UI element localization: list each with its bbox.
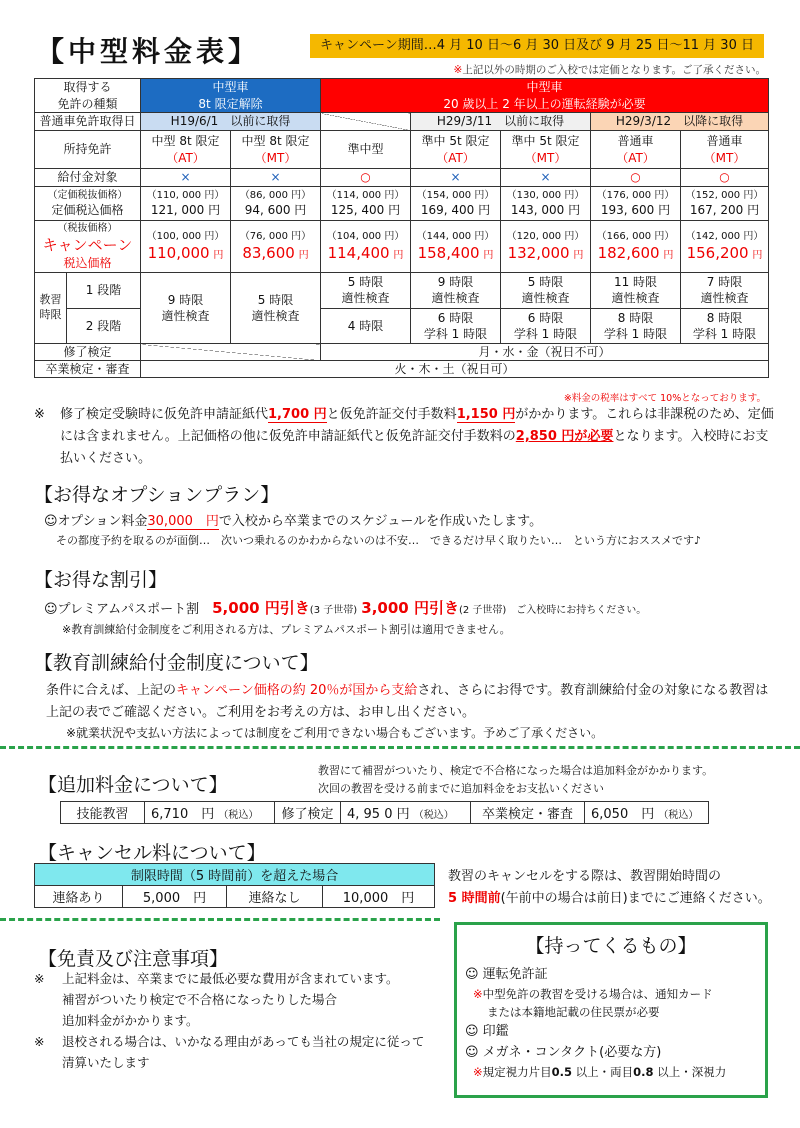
section-divider [0,746,800,749]
tax-rate-note: ※料金の税率はすべて 10%となっております。 [563,393,766,404]
license-type-red: 中型車 20 歳以上 2 年以上の運転経験が必要 [321,79,769,113]
campaign-note: ※上記以外の時期のご入校では定価となります。ご了承ください。 [453,64,766,76]
disclaimer-heading: 【免責及び注意事項】 [38,948,229,970]
bring-item-glasses: ☺ メガネ・コンタクト(必要な方) [465,1045,662,1060]
cancel-fee-header: 制限時間（5 時間前）を超えた場合 [35,864,435,886]
discount-note: ※教育訓練給付金制度をご利用される方は、プレミアムパスポート割引は適用できません。 [62,623,511,636]
items-to-bring-box [454,922,768,1098]
campaign-price-label: （税抜価格） キャンペーン 税込価格 [35,221,141,273]
completion-exam-label: 修了検定 [35,344,141,361]
option-plan-subtext: その都度予約を取るのが面倒… 次いつ乗れるのかわからないのは不安… できるだけ早く取りたい… という方におススメです♪ [56,534,702,547]
benefit-mark: × [141,169,231,187]
bring-item-license: ☺ 運転免許証 [465,967,548,982]
held-license-cell: 準中 5t 限定 （AT） [411,131,501,169]
fee-label: 修了検定 [275,802,341,824]
benefit-mark: ○ [681,169,769,187]
fee-table [34,78,769,378]
license-date-h19: H19/6/1 以前に取得 [141,113,321,131]
held-license-label: 所持免許 [35,131,141,169]
lesson-hours-label: 教習 時限 1 段階 2 段階 [35,273,141,344]
held-license-cell: 準中型 [321,131,411,169]
campaign-price-cell: （76, 000 円） 83,600 円 [231,221,321,273]
additional-fee-heading: 【追加料金について】 [38,774,228,796]
cancel-fee-table [34,863,435,908]
held-license-cell: 中型 8t 限定 （MT） [231,131,321,169]
graduation-exam-days: 火・木・土（祝日可） [141,361,769,378]
discount-text: ☺プレミアムパスポート割 5,000 円引き(3 子世帯) 3,000 円引き(2 子世帯) ご入校時にお持ちください。 [44,599,647,617]
items-to-bring-heading: 【持ってくるもの】 [525,935,697,957]
license-date-h29-before: H29/3/11 以前に取得 [411,113,591,131]
benefit-mark: ○ [321,169,411,187]
lesson-hours-stage2: 6 時限 学科 1 時限 [411,308,501,344]
license-date-label: 普通車免許取得日 [35,113,141,131]
license-type-blue: 中型車 8t 限定解除 [141,79,321,113]
lesson-hours-stage1: 11 時限 適性検査 [591,273,681,309]
list-price-label: （定価税抜価格） 定価税込価格 [35,187,141,221]
campaign-price-cell: （104, 000 円） 114,400 円 [321,221,411,273]
list-price-cell: （130, 000 円） 143, 000 円 [501,187,591,221]
education-benefit-note: ※就業状況や支払い方法によっては制度をご利用できない場合もございます。予めご了承ください。 [66,726,604,740]
benefit-target-label: 給付金対象 [35,169,141,187]
campaign-period-banner: キャンペーン期間…4 月 10 日～6 月 30 日及び 9 月 25 日～11 月 30 日 [310,34,764,58]
fee-value: 4, 95 0 円 （税込） [341,802,471,824]
lesson-hours-merged: 5 時限 適性検査 [231,273,321,344]
bring-item-vision-note: ※規定視力片目0.5 以上・両目0.8 以上・深視力 [473,1065,727,1079]
additional-fee-table [60,801,709,824]
diagonal-cell [141,344,321,361]
fee-value: 6,050 円 （税込） [585,802,709,824]
cancel-without-contact-value: 10,000 円 [323,886,435,908]
lesson-hours-stage1: 7 時限 適性検査 [681,273,769,309]
list-price-cell: （114, 000 円） 125, 400 円 [321,187,411,221]
benefit-mark: × [501,169,591,187]
cancel-with-contact-label: 連絡あり [35,886,123,908]
campaign-price-cell: （100, 000 円） 110,000 円 [141,221,231,273]
license-date-h29-after: H29/3/12 以降に取得 [591,113,769,131]
education-benefit-text: 条件に合えば、上記のキャンペーン価格の約 20％が国から支給され、さらにお得です。教育訓練給付金の対象になる教習は上記の表でご確認ください。ご利用をお考えの方は、お申し出ください。 [46,683,769,720]
discount-heading: 【お得な割引】 [34,569,168,591]
campaign-price-cell: （144, 000 円） 158,400 円 [411,221,501,273]
held-license-cell: 中型 8t 限定 （AT） [141,131,231,169]
completion-exam-days: 月・水・金（祝日不可） [321,344,769,361]
fee-value: 6,710 円 （税込） [145,802,275,824]
list-price-cell: （152, 000 円） 167, 200 円 [681,187,769,221]
lesson-hours-stage2: 4 時限 [321,308,411,344]
campaign-price-cell: （120, 000 円） 132,000 円 [501,221,591,273]
list-price-cell: （154, 000 円） 169, 400 円 [411,187,501,221]
option-plan-heading: 【お得なオプションプラン】 [34,484,280,506]
cancel-note: 教習のキャンセルをする際は、教習開始時間の 5 時間前(午前中の場合は前日)までにご連絡ください。 [448,869,771,906]
bring-item-seal: ☺ 印鑑 [465,1024,509,1039]
fee-label: 卒業検定・審査 [471,802,585,824]
list-price-cell: （86, 000 円） 94, 600 円 [231,187,321,221]
additional-fee-note: 教習にて補習がついたり、検定で不合格になった場合は追加料金がかかります。 次回の教習を受ける前までに追加料金をお支払いください [318,764,714,795]
lesson-hours-stage2: 8 時限 学科 1 時限 [591,308,681,344]
lesson-hours-stage1: 5 時限 適性検査 [321,273,411,309]
lesson-hours-merged: 9 時限 適性検査 [141,273,231,344]
held-license-cell: 普通車 （MT） [681,131,769,169]
campaign-price-cell: （142, 000 円） 156,200 円 [681,221,769,273]
benefit-mark: ○ [591,169,681,187]
bring-item-license-note: ※中型免許の教習を受ける場合は、通知カード または本籍地記載の住民票が必要 [473,987,713,1019]
benefit-mark: × [411,169,501,187]
lesson-hours-stage1: 5 時限 適性検査 [501,273,591,309]
exam-fee-notes: ※ 修了検定受験時に仮免許申請証紙代1,700 円と仮免許証交付手数料1,150 円がかかります。これらは非課税のため、定価には含まれません。上記価格の他に仮免許申請証紙代と仮免許証交付手数料の2,850 円が必要となります。入校時にお支払いください。 [34,407,774,466]
graduation-exam-label: 卒業検定・審査 [35,361,141,378]
list-price-cell: （176, 000 円） 193, 600 円 [591,187,681,221]
disclaimer-text: ※ 上記料金は、卒業までに最低必要な費用が含まれています。 補習がついたり検定で不合格になったりした場合 追加料金がかかります。 ※ 退校される場合は、いかなる理由があっても当社の規定に従って 清算いたします [34,971,425,1070]
cancel-fee-heading: 【キャンセル料について】 [38,842,266,864]
diagonal-cell [321,113,411,131]
cancel-without-contact-label: 連絡なし [227,886,323,908]
education-benefit-heading: 【教育訓練給付金制度について】 [34,652,319,674]
section-divider [0,918,440,921]
list-price-cell: （110, 000 円） 121, 000 円 [141,187,231,221]
lesson-hours-stage2: 8 時限 学科 1 時限 [681,308,769,344]
page-title: 【中型料金表】 [36,35,261,68]
fee-label: 技能教習 [61,802,145,824]
held-license-cell: 普通車 （AT） [591,131,681,169]
cancel-with-contact-value: 5,000 円 [123,886,227,908]
benefit-mark: × [231,169,321,187]
license-type-label: 取得する 免許の種類 [35,79,141,113]
option-plan-text: ☺オプション料金30,000 円で入校から卒業までのスケジュールを作成いたします。 [44,514,543,529]
lesson-hours-stage2: 6 時限 学科 1 時限 [501,308,591,344]
lesson-hours-stage1: 9 時限 適性検査 [411,273,501,309]
campaign-price-cell: （166, 000 円） 182,600 円 [591,221,681,273]
held-license-cell: 準中 5t 限定 （MT） [501,131,591,169]
